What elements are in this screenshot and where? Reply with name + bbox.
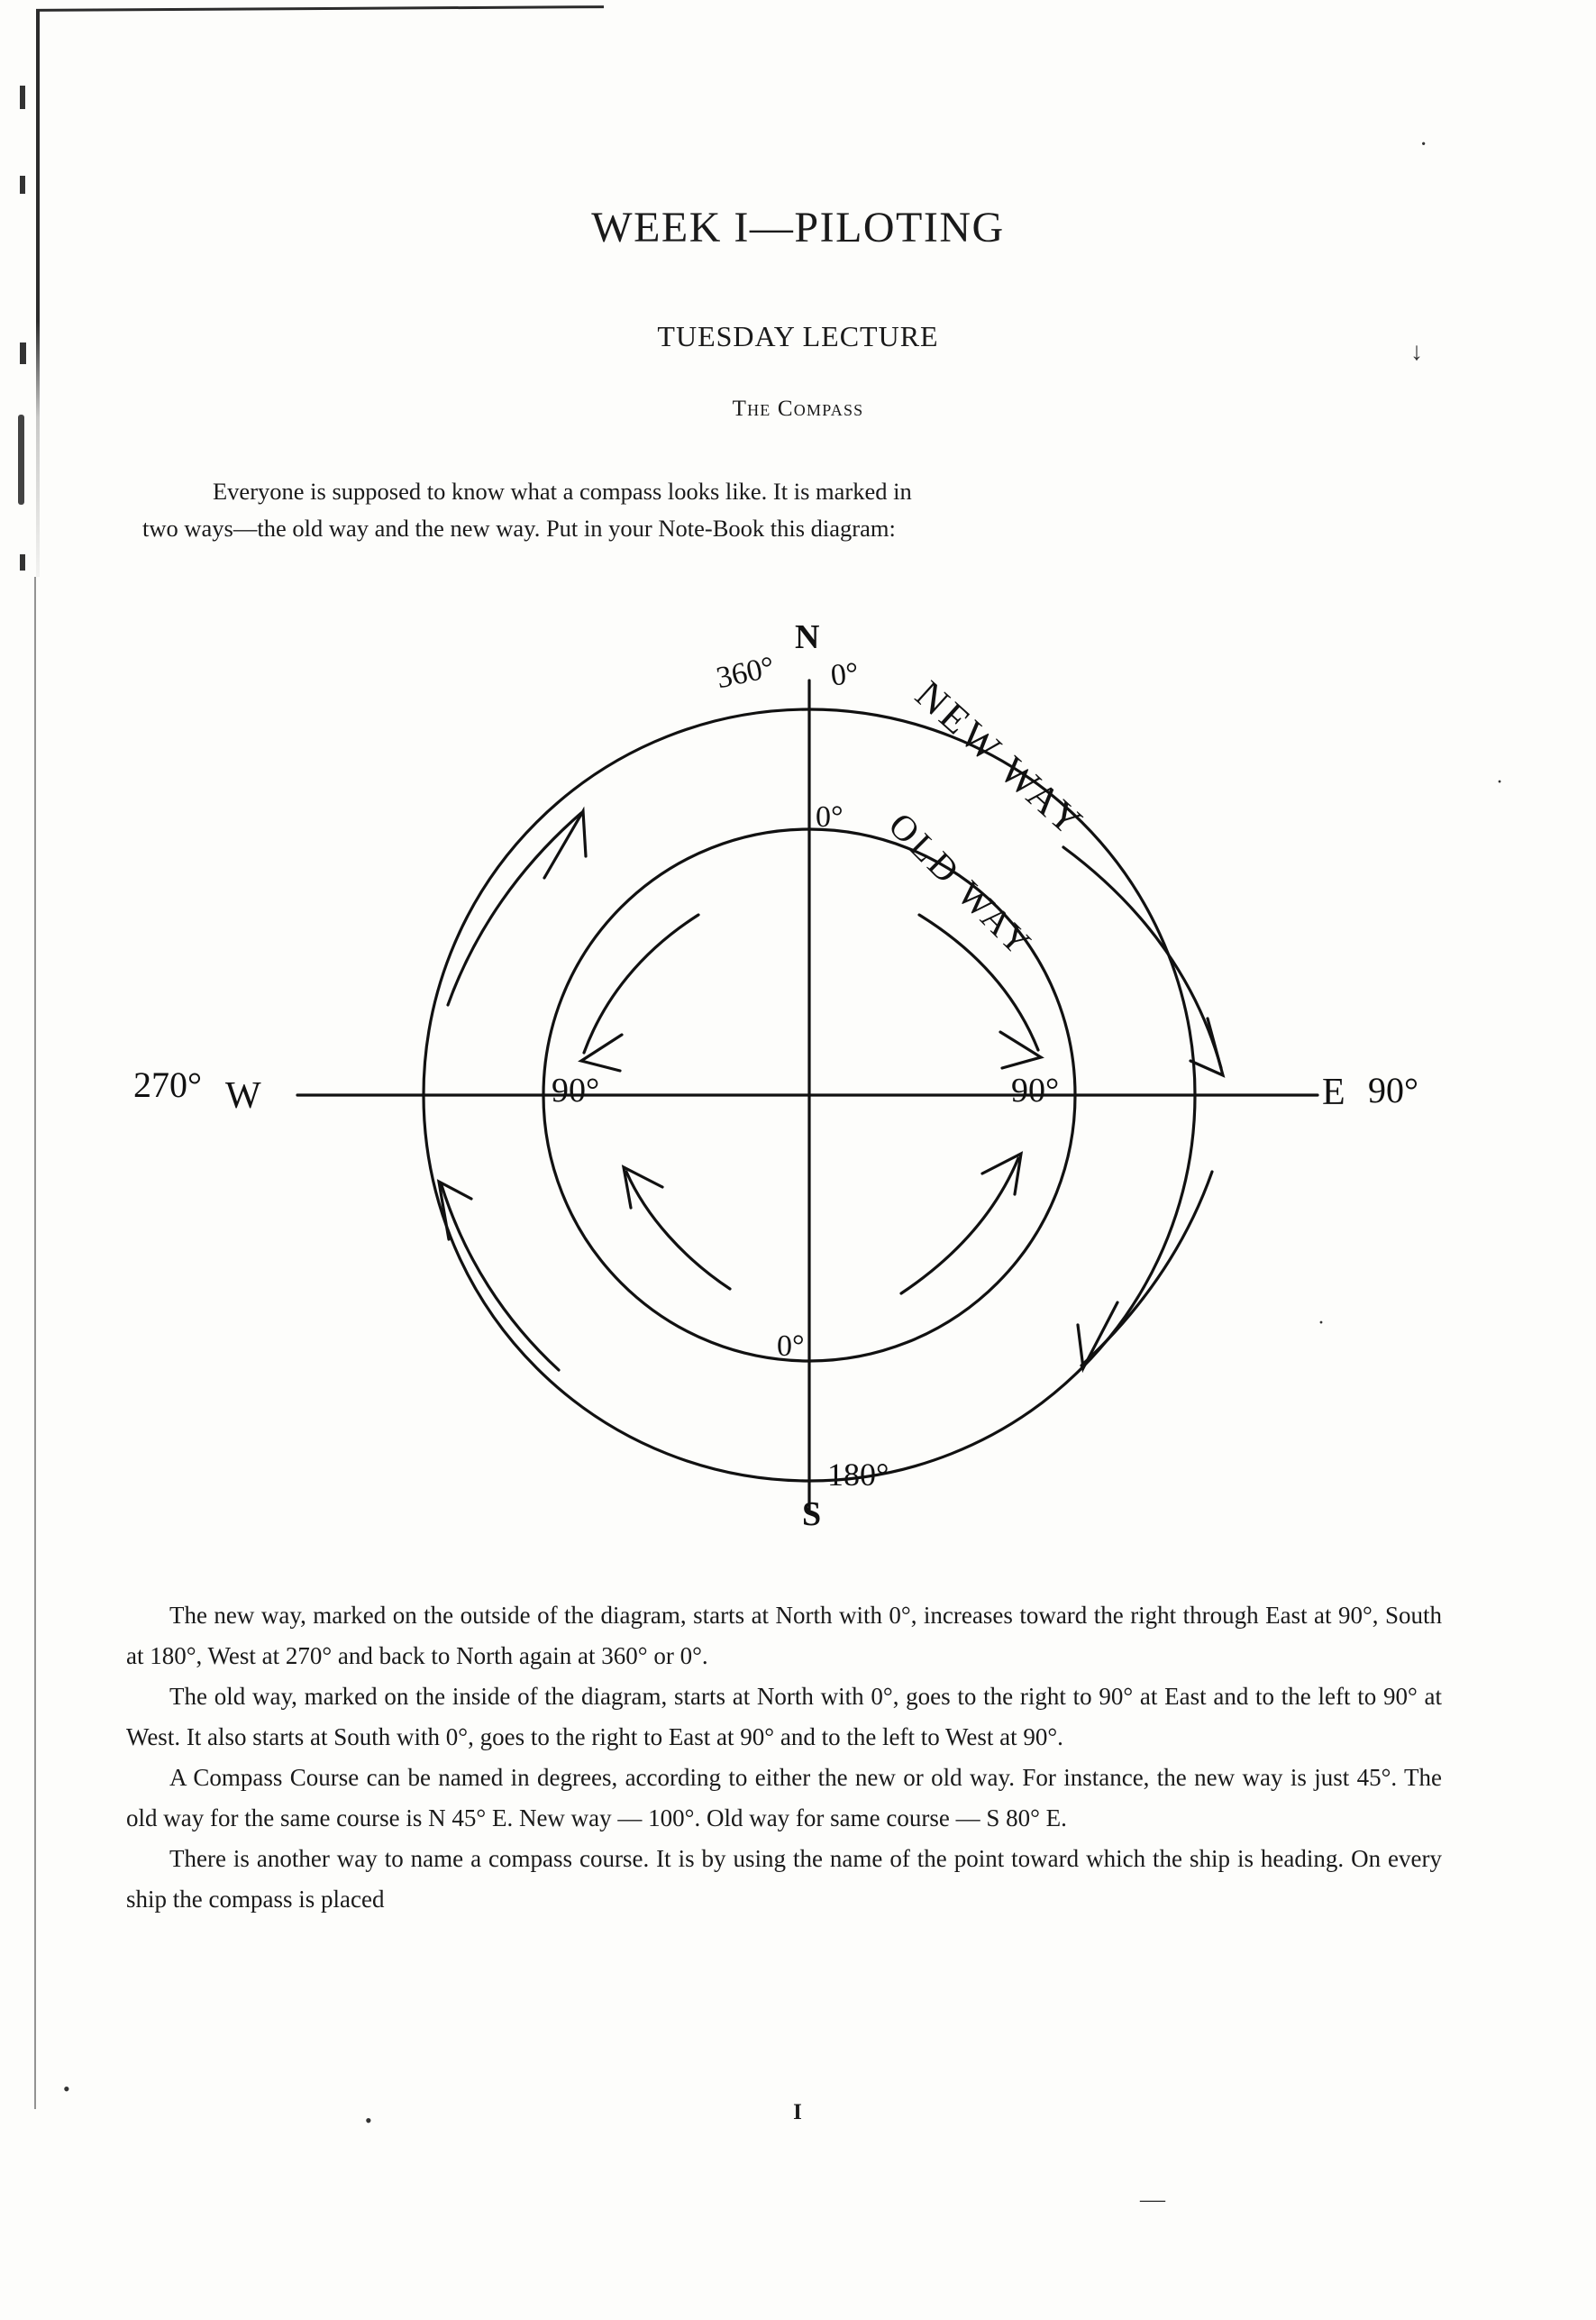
inner-arc-nw [584,915,698,1053]
label-old-way: OLD WAY [880,804,1042,965]
outer-arc-ne [1063,847,1221,1068]
label-inner-right-90: 90° [1011,1072,1060,1110]
label-inner-left-90: 90° [552,1072,600,1110]
outer-arc-sw [442,1185,559,1370]
page-number: I [793,2100,803,2124]
scan-artifact-tick-2 [20,176,25,194]
scan-mark-topright: · [1419,131,1428,159]
label-north-0: 0° [829,656,861,693]
label-south-180: 180° [827,1457,889,1493]
paragraph-3-text: A Compass Course can be named in degrees, according to either the new or old way. For instance, the new way is just 45°. The old way for the same course is N 45° E. New way — 100°. Old way for same course — S 80° E. [126,1764,1442,1831]
outer-arrowhead-nw [544,811,586,878]
label-north-360: 360° [713,650,778,696]
intro-line-1: Everyone is supposed to know what a compass looks like. It is marked in [213,478,912,505]
paragraph-3 [126,1758,1442,1839]
scan-mark-right: — [1140,2186,1165,2214]
intro-paragraph [142,473,1436,547]
inner-arrowhead-nw [581,1035,622,1071]
paragraph-4 [126,1839,1442,1920]
inner-arrowhead-ne [1000,1032,1041,1068]
paragraph-4-text: There is another way to name a compass course. It is by using the name of the point toward which the ship is heading. On every ship the compass is placed [126,1845,1442,1913]
label-east-90: 90° [1368,1070,1418,1110]
section-heading: The Compass [732,397,864,421]
paragraph-2-text: The old way, marked on the inside of the diagram, starts at North with 0°, goes to the right to 90° at East and to the left to 90° at West. It also starts at South with 0°, goes to the right to East at 90° and to the left to West at 90°. [126,1683,1442,1750]
paragraph-1-text: The new way, marked on the outside of the diagram, starts at North with 0°, increases toward the right through East at 90°, South at 180°, West at 270° and back to North again at 360° or 0°. [126,1602,1442,1669]
inner-arrowhead-se [982,1154,1021,1194]
scan-artifact-tick-1 [20,86,25,109]
intro-line-2: two ways—the old way and the new way. Put in your Note-Book this diagram: [142,515,896,542]
label-south: S [802,1495,822,1533]
inner-arc-se [901,1158,1018,1293]
scan-mark-left: • [63,2078,70,2100]
paragraph-1 [126,1595,1442,1676]
body-text [126,1595,1442,1920]
label-north: N [795,618,820,656]
inner-arc-sw [626,1172,730,1289]
scan-artifact-left-blob [18,415,24,505]
label-west-270: 270° [133,1064,202,1105]
label-inner-top-0: 0° [816,800,844,834]
paragraph-2 [126,1676,1442,1758]
scan-artifact-left-edge [36,9,40,577]
page-subtitle: TUESDAY LECTURE [657,320,939,352]
label-east: E [1322,1072,1345,1113]
scan-artifact-tick-4 [20,554,25,571]
scan-mark-center: • [365,2109,372,2132]
scan-mark-lower-right: · [1318,1311,1325,1335]
label-inner-bottom-0: 0° [777,1329,805,1363]
scan-mark-mid-right: · [1496,771,1503,794]
outer-arc-nw [448,813,581,1005]
compass-diagram [0,577,1596,1586]
scan-mark-upper-right: ↓ [1410,338,1423,366]
page-title: WEEK I—PILOTING [591,204,1005,251]
label-west: W [225,1075,261,1117]
label-new-way: NEW WAY [907,671,1094,846]
